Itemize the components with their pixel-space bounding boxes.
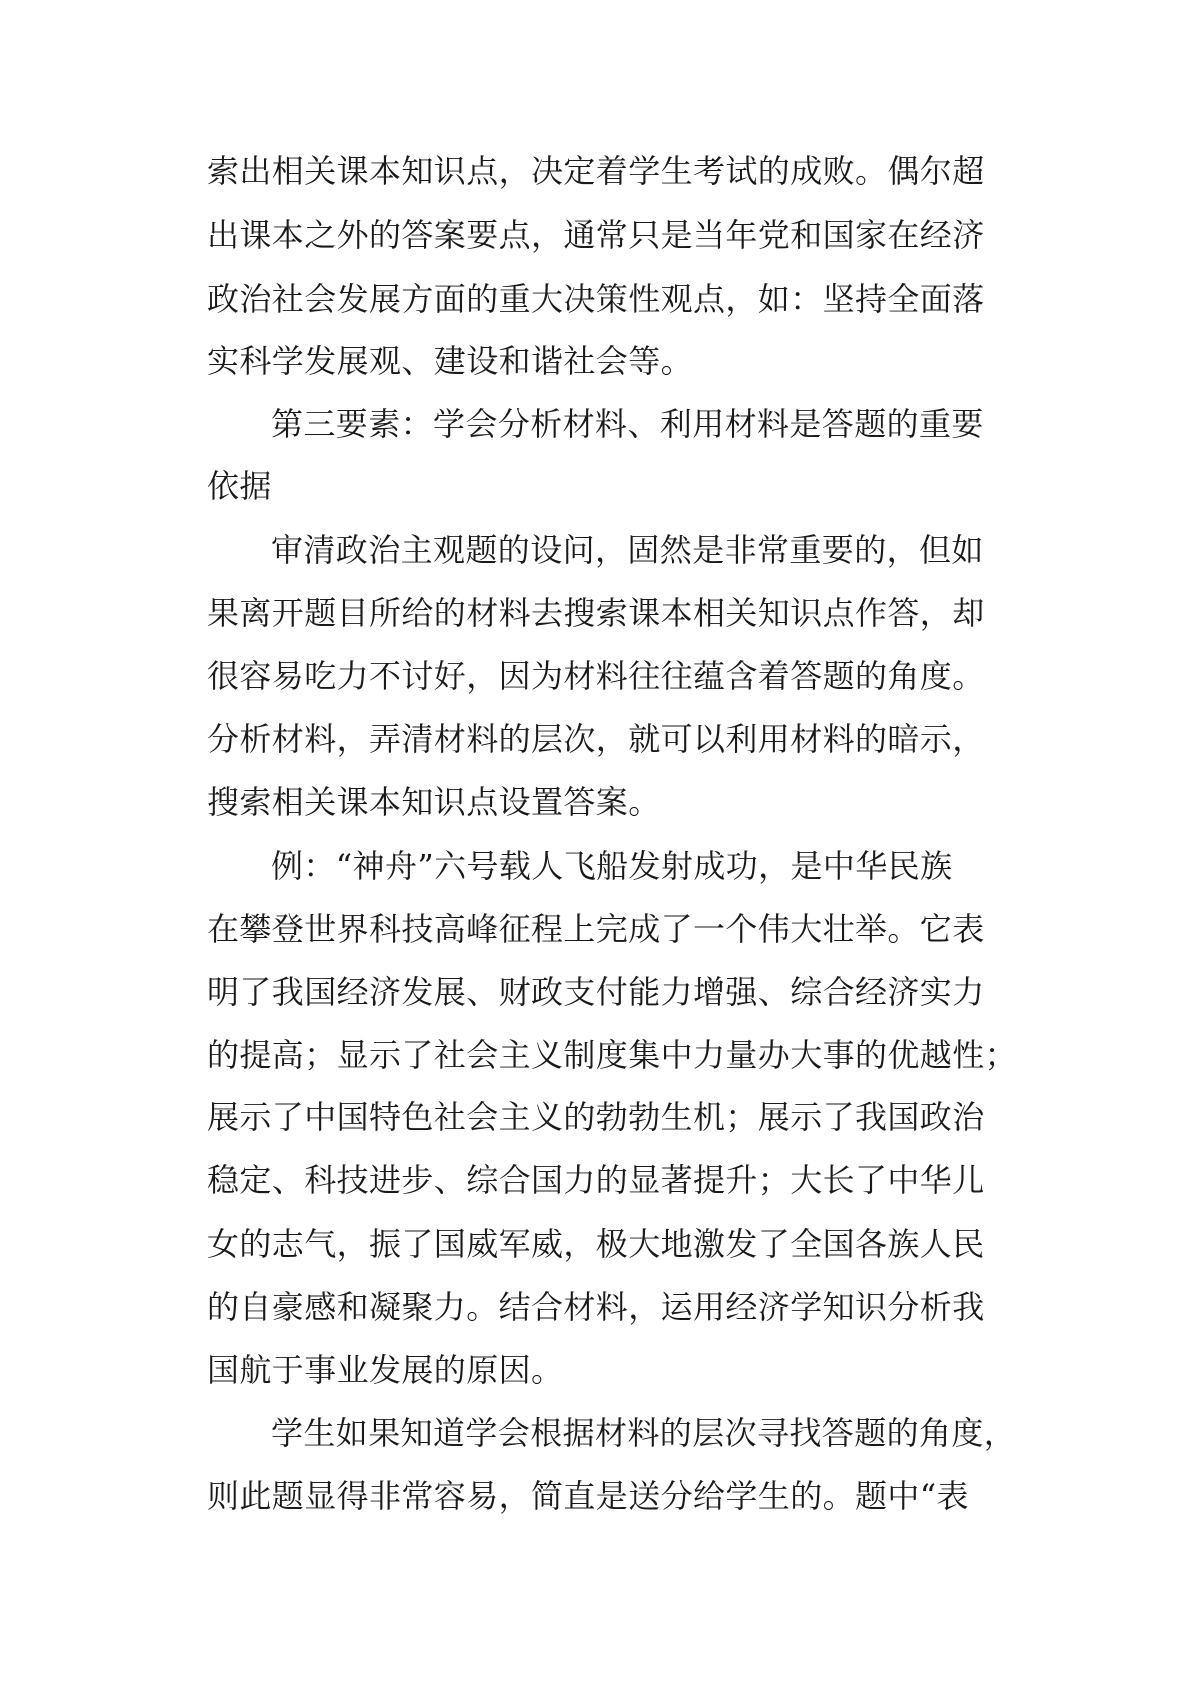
text-line: 搜索相关课本知识点设置答案。 bbox=[207, 783, 661, 821]
text-line: 则此题显得非常容易，简直是送分给学生的。题中“表 bbox=[207, 1477, 969, 1515]
text-line: 政治社会发展方面的重大决策性观点，如：坚持全面落 bbox=[207, 280, 985, 318]
section-heading: 第三要素：学会分析材料、利用材料是答题的重要 bbox=[271, 405, 984, 443]
text-line: 很容易吃力不讨好，因为材料往往蕴含着答题的角度。 bbox=[207, 657, 985, 695]
text-line: 分析材料，弄清材料的层次，就可以利用材料的暗示， bbox=[207, 720, 985, 758]
section-heading: 依据 bbox=[207, 467, 272, 505]
text-line: 果离开题目所给的材料去搜索课本相关知识点作答，却 bbox=[207, 594, 985, 632]
text-line: 的提高；显示了社会主义制度集中力量办大事的优越性； bbox=[207, 1036, 1018, 1074]
text-line: 索出相关课本知识点，决定着学生考试的成败。偶尔超 bbox=[207, 152, 985, 190]
text-line: 女的志气，振了国威军威，极大地激发了全国各族人民 bbox=[207, 1225, 985, 1263]
text-line: 稳定、科技进步、综合国力的显著提升；大长了中华儿 bbox=[207, 1161, 985, 1199]
text-line: 的自豪感和凝聚力。结合材料，运用经济学知识分析我 bbox=[207, 1288, 985, 1326]
text-line: 出课本之外的答案要点，通常只是当年党和国家在经济 bbox=[207, 216, 985, 254]
text-line: 明了我国经济发展、财政支付能力增强、综合经济实力 bbox=[207, 973, 985, 1011]
text-line: 实科学发展观、建设和谐社会等。 bbox=[207, 342, 694, 380]
text-line: 例：“神舟”六号载人飞船发射成功，是中华民族 bbox=[271, 847, 953, 885]
text-line: 展示了中国特色社会主义的勃勃生机；展示了我国政治 bbox=[207, 1098, 985, 1136]
text-line: 审清政治主观题的设问，固然是非常重要的，但如 bbox=[271, 531, 984, 569]
text-line: 在攀登世界科技高峰征程上完成了一个伟大壮举。它表 bbox=[207, 910, 985, 948]
text-line: 学生如果知道学会根据材料的层次寻找答题的角度， bbox=[271, 1414, 1017, 1452]
text-line: 国航于事业发展的原因。 bbox=[207, 1351, 564, 1389]
